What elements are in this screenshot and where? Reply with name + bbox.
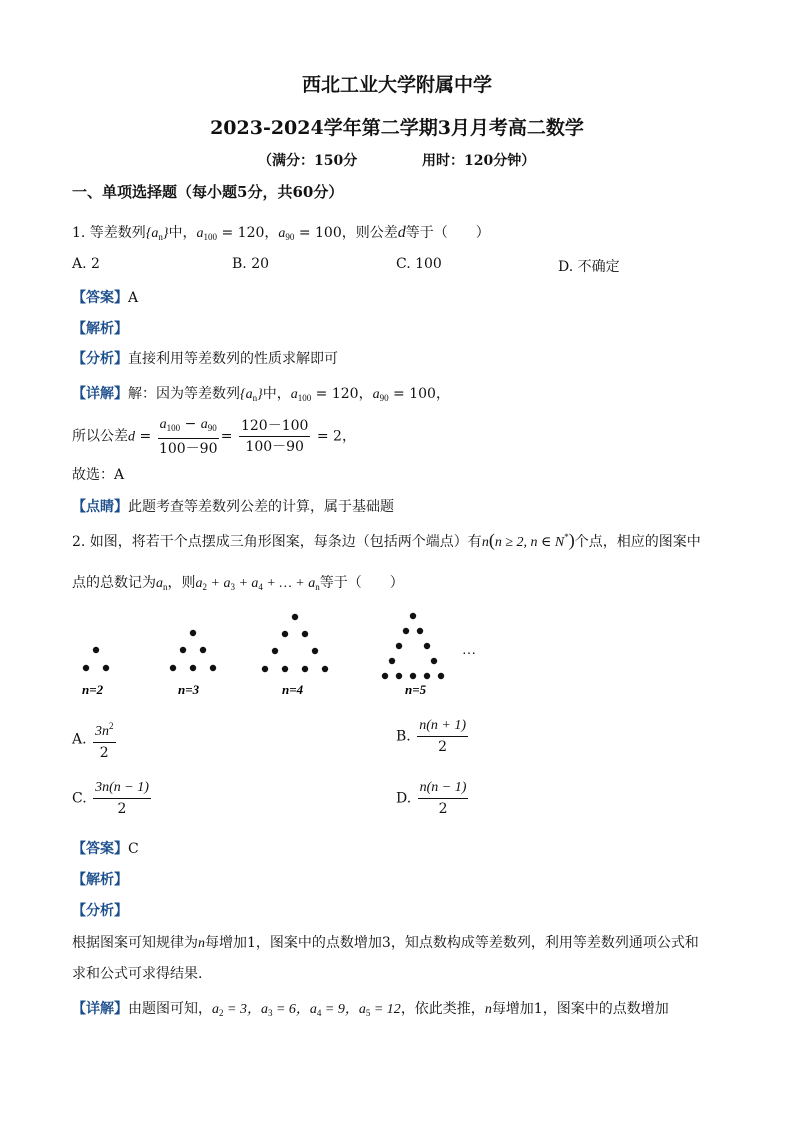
q2-fenxi-label: 【分析】 [72,903,128,919]
frac2-num: 120－100 [239,418,310,437]
xiangjie-label: 【详解】 [72,1001,128,1017]
q1-mid2: ， [264,225,279,241]
q2-fenxi-line1 [72,932,699,952]
dianjing-text: 此题考查等差数列公差的计算，属于基础题 [128,499,394,515]
xiangjie-a: 由题图可知， [128,1001,212,1017]
fraction-2 [239,418,310,455]
fenxi-line1-a: 根据图案可知规律为 [72,935,198,951]
fenxi-label: 【分析】 [72,351,128,367]
an: $a_n$ [156,576,168,592]
q1-xiangjie [72,383,450,403]
full-score: （满分：150分 [258,153,358,169]
option-d-label: D. [396,790,412,807]
q2-answer [72,838,139,858]
xiangjie-label: 【详解】 [72,386,128,402]
q1-formula: 所以公差d = $\frac{a_{100} - a_{90}}{100-90}$ = $\frac{120-100}{100-90}$ = 2， [72,416,356,457]
section-heading: 一、单项选择题（每小题5分，共60分） [72,183,344,201]
triangle-n3 [170,630,216,671]
q1-option-a[interactable]: A. 2 [72,256,100,272]
q1-mid4: 等于（ ） [405,225,490,241]
option-c-label: C. [72,790,87,807]
q2-condition: n(n ≥ 2, n ∈ N*) [481,530,575,550]
q2-option-d[interactable]: D. $\frac{n(n - 1)}{2}$ [396,780,467,817]
suoyi: 所以公差 [72,428,128,445]
answer-label: 【答案】 [72,841,128,857]
option-a-label: A. [72,731,87,748]
q2-stem-line1 [72,530,701,551]
q2-line2-pre: 点的总数记为 [72,575,156,591]
frac1-den: 100－90 [158,441,218,457]
q2-stem-line2 [72,572,404,592]
q2-line2-mid: ，则 [167,575,196,591]
fenxi-line1-b: 每增加1，图案中的点数增加3，知点数构成等差数列，利用等差数列通项公式和 [205,935,699,951]
q2-line1-post: 个点，相应的图案中 [574,534,701,550]
q1-guxuan: 故选：A [72,467,125,483]
label-n2: n=2 [82,682,104,697]
q2-fenxi-line2: 求和公式可求得结果. [72,966,203,982]
q2-option-b[interactable]: B. $\frac{n(n + 1)}{2}$ [396,718,466,755]
q1-option-c[interactable]: C. 100 [396,256,442,272]
q1-eq1: = 120 [221,225,265,241]
q2-analysis-label: 【解析】 [72,872,128,888]
result: = 2， [316,428,356,445]
triangle-dots-figure [60,604,500,704]
q1-dianjing [72,496,394,516]
figure-ellipsis: … [462,643,476,658]
xiangjie-mid: 中， [262,386,291,402]
a100-eq: $a_{100}$ [196,226,218,242]
fenxi-text: 直接利用等差数列的性质求解即可 [128,351,338,367]
answer-value: A [128,290,139,306]
exam-title: 2023-2024学年第二学期3月月考高二数学 [210,117,584,139]
q1-analysis-label: 【解析】 [72,321,128,337]
a100: $a_{100}$ [290,387,312,403]
q1-fenxi [72,348,338,368]
q2-option-c[interactable]: C. $\frac{3n(n - 1)}{2}$ [72,780,149,817]
triangle-n4 [262,614,328,672]
sep: ， [358,386,373,402]
q2-xiangjie [72,998,669,1018]
a90-eq: $a_{90}$ [278,226,295,242]
q1-option-d[interactable]: D. 不确定 [558,259,620,275]
var-d: d [128,429,135,445]
sum-expr: $a_2 + a_3 + a_4$ + … + $a_n$ [195,576,320,592]
frac2-den: 100－90 [245,439,304,455]
label-n4: n=4 [282,682,304,697]
var-n: n [484,1002,492,1017]
var-d: d [397,224,406,241]
q1-mid1: 中， [168,225,197,241]
xiangjie-c: 每增加1，图案中的点数增加 [491,1001,669,1017]
label-n5: n=5 [405,682,427,697]
seq-an: $\{a_n\}$ [240,387,263,403]
seq-an: $\{a_n\}$ [145,226,169,242]
school-title: 西北工业大学附属中学 [301,74,492,96]
label-n3: n=3 [178,682,200,697]
xiangjie-b: ，依此类推， [400,1001,485,1017]
var-n: n [198,936,205,951]
option-b-label: B. [396,728,411,745]
dianjing-label: 【点睛】 [72,499,128,515]
fraction-1: $\frac{a_{100} - a_{90}}{100-90}$ [158,416,218,457]
q1-option-b[interactable]: B. 20 [232,256,270,272]
q2-option-a[interactable]: A. $\frac{3n^2}{2}$ [72,718,118,761]
a90: $a_{90}$ [372,387,389,403]
end: ， [435,386,450,402]
eq1: = 120 [315,386,359,402]
q1-prefix: 1. 等差数列 [72,225,146,241]
xiangjie-pre: 解：因为等差数列 [128,386,240,402]
q1-stem [72,222,490,242]
q1-mid3: ，则公差 [341,225,398,241]
exam-time: 用时：120分钟） [422,153,536,169]
triangle-n5 [382,613,444,679]
q1-answer [72,287,138,307]
triangle-n2 [83,647,109,671]
q1-eq2: = 100 [298,225,342,241]
eq2: = 100 [393,386,436,402]
q2-line2-post: 等于（ ） [319,575,404,591]
q2-line1-pre: 2. 如图，将若干个点摆成三角形图案，每条边（包括两个端点）有 [72,534,482,550]
values-list: $a_2 = 3$，$a_3 = 6$，$a_4 = 9$，$a_5 = 12$ [212,1002,401,1018]
answer-value: C [128,841,139,857]
answer-label: 【答案】 [72,290,128,306]
